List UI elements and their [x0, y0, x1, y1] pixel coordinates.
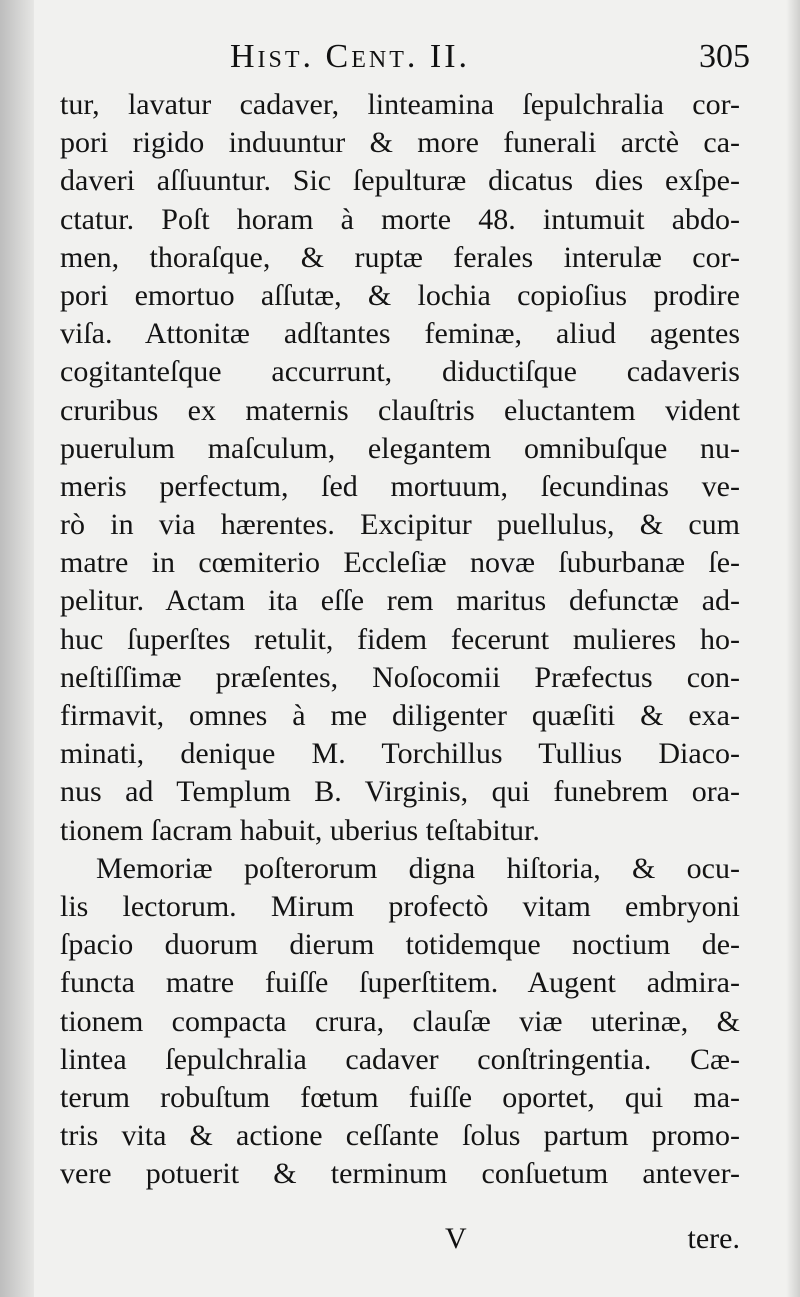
text-line: neſtiſſimæ præſentes, Noſocomii Præfectus con- [60, 660, 740, 694]
text-line: terum robuſtum fœtum fuiſſe oportet, qui ma- [60, 1080, 740, 1114]
text-line: pori emortuo aſſutæ, & lochia copioſius prodire [60, 278, 740, 312]
text-line: huc ſuperſtes retulit, fidem fecerunt mulieres ho- [60, 622, 740, 656]
text-line: Memoriæ poſterorum digna hiſtoria, & ocu- [96, 851, 740, 885]
running-title: Hist. Cent. II. [230, 38, 471, 75]
text-line: lis lectorum. Mirum profectò vitam embryoni [60, 889, 740, 923]
text-line: tur, lavatur cadaver, linteamina ſepulchralia cor- [60, 88, 740, 121]
text-line: rò in via hærentes. Excipitur puellulus, & cum [60, 508, 740, 542]
text-line: minati, denique M. Torchillus Tullius Diaco- [60, 737, 740, 771]
catchword: tere. [687, 1222, 740, 1255]
text-line: tionem compacta crura, clauſæ viæ uterinæ, & [60, 1004, 740, 1038]
text-line: ctatur. Poſt horam à morte 48. intumuit abdo- [60, 202, 740, 236]
signature-mark: V [445, 1222, 467, 1255]
text-line: vere potuerit & terminum conſuetum antever- [60, 1157, 740, 1191]
text-line: nus ad Templum B. Virginis, qui funebrem ora- [60, 775, 740, 809]
text-line: functa matre fuiſſe ſuperſtitem. Augent admira- [60, 966, 740, 1000]
text-line: viſa. Attonitæ adſtantes feminæ, aliud agentes [60, 317, 740, 351]
running-head [60, 38, 750, 86]
text-line: tionem ſacram habuit, uberius teſtabitur. [60, 813, 540, 847]
text-line: pelitur. Actam ita eſſe rem maritus defunctæ ad- [60, 584, 740, 618]
text-line: daveri aſſuuntur. Sic ſepulturæ dicatus dies exſpe- [60, 164, 740, 198]
text-line: lintea ſepulchralia cadaver conſtringentia. Cæ- [60, 1042, 740, 1076]
text-line: tris vita & actione ceſſante ſolus partum promo- [60, 1119, 740, 1153]
text-line: ſpacio duorum dierum totidemque noctium de- [60, 928, 740, 962]
text-line: meris perfectum, ſed mortuum, ſecundinas ve- [60, 469, 740, 503]
text-line: matre in cœmiterio Eccleſiæ novæ ſuburbanæ ſe- [60, 546, 740, 580]
text-line: puerulum maſculum, elegantem omnibuſque nu- [60, 431, 740, 465]
page-footer [60, 1222, 740, 1264]
page-number: 305 [699, 38, 750, 75]
text-line: pori rigido induuntur & more funerali arctè ca- [60, 126, 740, 160]
text-line: cogitanteſque accurrunt, diductiſque cadaveris [60, 355, 740, 389]
text-line: cruribus ex maternis clauſtris eluctantem vident [60, 393, 740, 427]
text-line: men, thoraſque, & ruptæ ferales interulæ cor- [60, 240, 740, 274]
body-text [60, 86, 740, 1193]
text-line: firmavit, omnes à me diligenter quæſiti & exa- [60, 699, 740, 732]
